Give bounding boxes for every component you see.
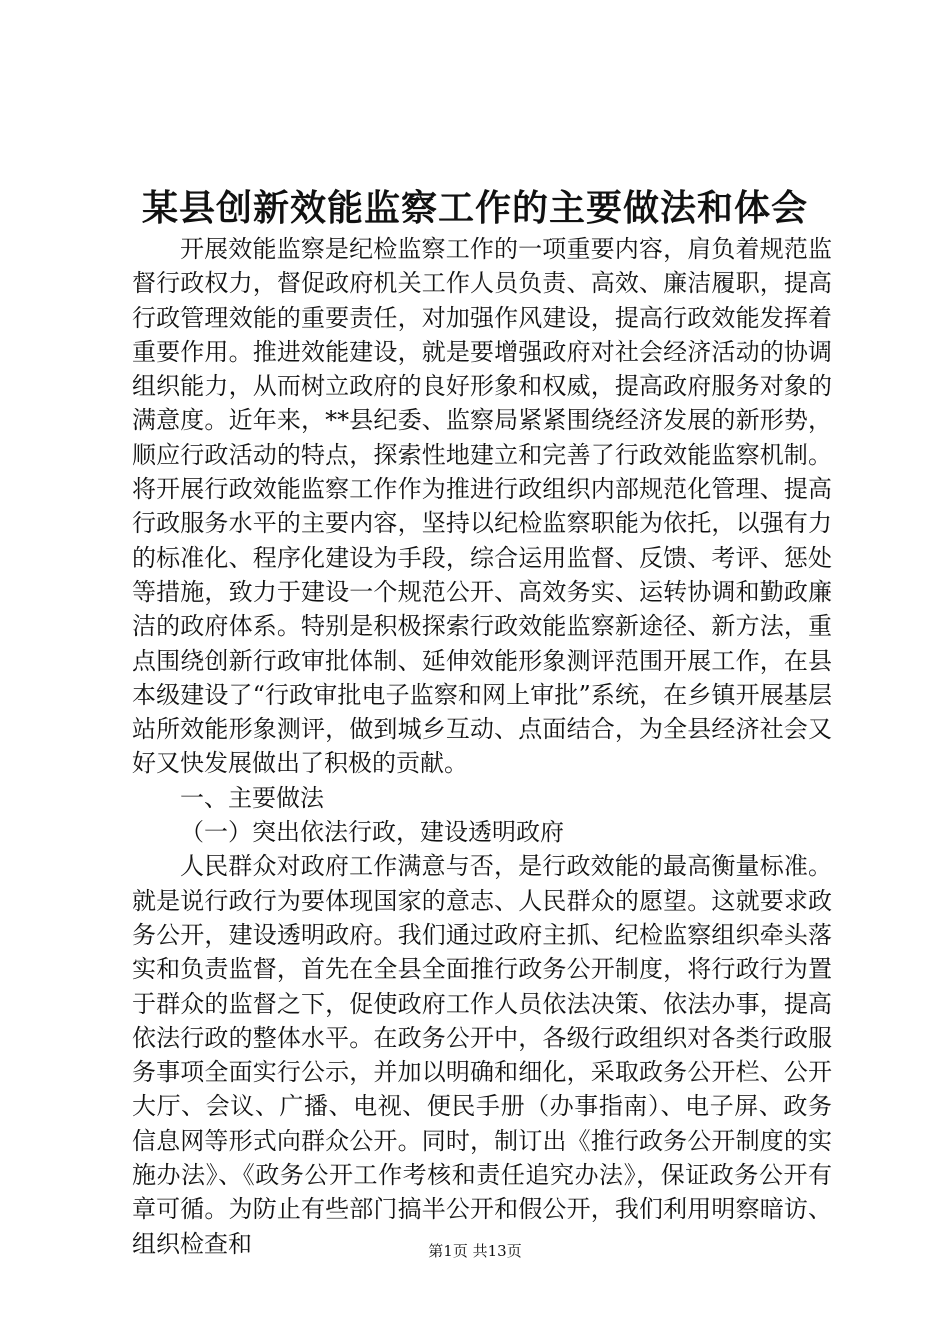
body-paragraph: 人民群众对政府工作满意与否，是行政效能的最高衡量标准。就是说行政行为要体现国家的意志、人民群众的愿望。这就要求政务公开，建设透明政府。我们通过政府主抓、纪检监察组织牵头落实和负责监督，首先在全县全面推行政务公开制度，将行政行为置于群众的监督之下，促使政府工作人员依法决策、依法办事，提高依法行政的整体水平。在政务公开中，各级行政组织对各类行政服务事项全面实行公示，并加以明确和细化，采取政务公开栏、公开大厅、会议、广播、电视、便民手册（办事指南）、电子屏、政务信息网等形式向群众公开。同时，制订出《推行政务公开制度的实施办法》、《政务公开工作考核和责任追究办法》，保证政务公开有章可循。为防止有些部门搞半公开和假公开，我们利用明察暗访、组织检查和 xyxy=(132,852,832,1258)
intro-paragraph: 开展效能监察是纪检监察工作的一项重要内容，肩负着规范监督行政权力，督促政府机关工作人员负责、高效、廉洁履职，提高行政管理效能的重要责任，对加强作风建设，提高行政效能发挥着重要作用。推进效能建设，就是要增强政府对社会经济活动的协调组织能力，从而树立政府的良好形象和权威，提高政府服务对象的满意度。近年来，**县纪委、监察局紧紧围绕经济发展的新形势，顺应行政活动的特点，探索性地建立和完善了行政效能监察机制。将开展行政效能监察工作作为推进行政组织内部规范化管理、提高行政服务水平的主要内容，坚持以纪检监察职能为依托，以强有力的标准化、程序化建设为手段，综合运用监督、反馈、考评、惩处等措施，致力于建设一个规范公开、高效务实、运转协调和勤政廉洁的政府体系。特别是积极探索行政效能监察新途径、新方法，重点围绕创新行政审批体制、延伸效能形象测评范围开展工作，在县本级建设了“行政审批电子监察和网上审批”系统，在乡镇开展基层站所效能形象测评，做到城乡互动、点面结合，为全县经济社会又好又快发展做出了积极的贡献。 xyxy=(132,235,832,778)
subsection-heading: （一）突出依法行政，建设透明政府 xyxy=(180,818,564,847)
document-title: 某县创新效能监察工作的主要做法和体会 xyxy=(141,187,808,229)
document-body xyxy=(132,232,832,1261)
section-heading: 一、主要做法 xyxy=(180,783,324,812)
page-footer: 第1页 共13页 xyxy=(428,1242,522,1260)
